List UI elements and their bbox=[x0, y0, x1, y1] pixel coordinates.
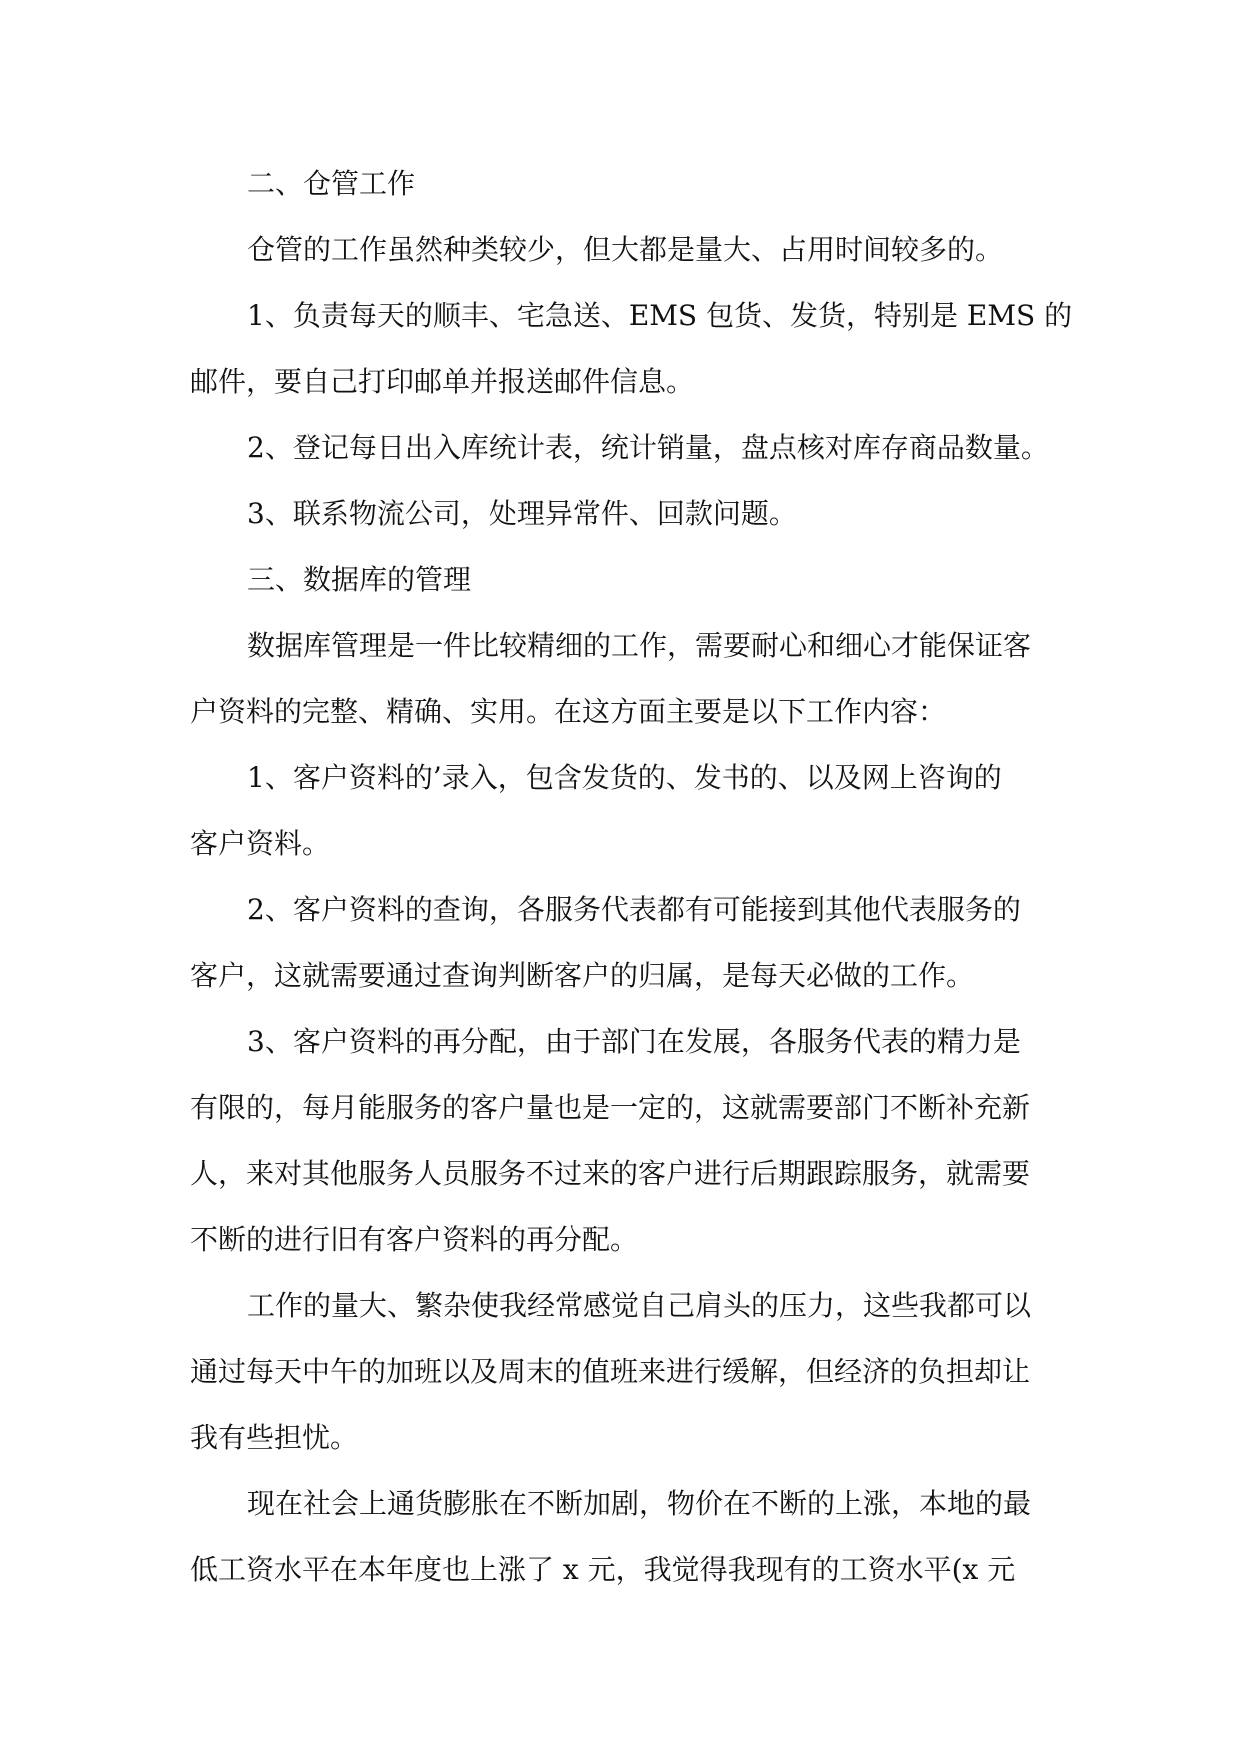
document-body bbox=[190, 151, 1073, 1603]
heading-database-management bbox=[190, 547, 1050, 613]
text-line: 客户资料。 bbox=[190, 827, 331, 860]
text-line: 户资料的完整、精确、实用。在这方面主要是以下工作内容： bbox=[190, 695, 947, 728]
paragraph-workload-pressure bbox=[190, 1273, 1050, 1471]
heading-warehouse-work bbox=[190, 151, 1050, 217]
text-line: 人，来对其他服务人员服务不过来的客户进行后期跟踪服务，就需要 bbox=[190, 1157, 1031, 1190]
text-line: 客户，这就需要通过查询判断客户的归属，是每天必做的工作。 bbox=[190, 959, 975, 992]
text-line: 有限的，每月能服务的客户量也是一定的，这就需要部门不断补充新 bbox=[190, 1091, 1031, 1124]
text-line: 二、仓管工作 bbox=[247, 167, 416, 200]
text-line: 三、数据库的管理 bbox=[247, 563, 472, 596]
text-line: 通过每天中午的加班以及周末的值班来进行缓解，但经济的负担却让 bbox=[190, 1355, 1031, 1388]
text-line: 3、客户资料的再分配，由于部门在发展，各服务代表的精力是 bbox=[247, 1025, 1021, 1058]
paragraph-warehouse-item-1 bbox=[190, 283, 1073, 415]
paragraph-database-item-2 bbox=[190, 877, 1050, 1009]
text-line: 不断的进行旧有客户资料的再分配。 bbox=[190, 1223, 639, 1256]
text-line: 邮件，要自己打印邮单并报送邮件信息。 bbox=[190, 365, 695, 398]
text-line: 低工资水平在本年度也上涨了 x 元，我觉得我现有的工资水平(x 元 bbox=[190, 1553, 1016, 1586]
text-line: 3、联系物流公司，处理异常件、回款问题。 bbox=[247, 497, 797, 530]
text-line: 现在社会上通货膨胀在不断加剧，物价在不断的上涨，本地的最 bbox=[247, 1487, 1032, 1520]
paragraph-database-intro bbox=[190, 613, 1050, 745]
paragraph-warehouse-item-3 bbox=[190, 481, 1050, 547]
text-line: 1、负责每天的顺丰、宅急送、EMS 包货、发货，特别是 EMS 的 bbox=[247, 299, 1073, 332]
paragraph-database-item-3 bbox=[190, 1009, 1050, 1273]
paragraph-inflation-salary bbox=[190, 1471, 1050, 1603]
paragraph-warehouse-intro bbox=[190, 217, 1050, 283]
text-line: 2、登记每日出入库统计表，统计销量，盘点核对库存商品数量。 bbox=[247, 431, 1049, 464]
paragraph-warehouse-item-2 bbox=[190, 415, 1050, 481]
text-line: 数据库管理是一件比较精细的工作，需要耐心和细心才能保证客 bbox=[247, 629, 1032, 662]
text-line: 我有些担忧。 bbox=[190, 1421, 359, 1454]
text-line: 仓管的工作虽然种类较少，但大都是量大、占用时间较多的。 bbox=[247, 233, 1004, 266]
text-line: 2、客户资料的查询，各服务代表都有可能接到其他代表服务的 bbox=[247, 893, 1021, 926]
text-line: 1、客户资料的’录入，包含发货的、发书的、以及网上咨询的 bbox=[247, 761, 1002, 794]
text-line: 工作的量大、繁杂使我经常感觉自己肩头的压力，这些我都可以 bbox=[247, 1289, 1032, 1322]
paragraph-database-item-1 bbox=[190, 745, 1050, 877]
